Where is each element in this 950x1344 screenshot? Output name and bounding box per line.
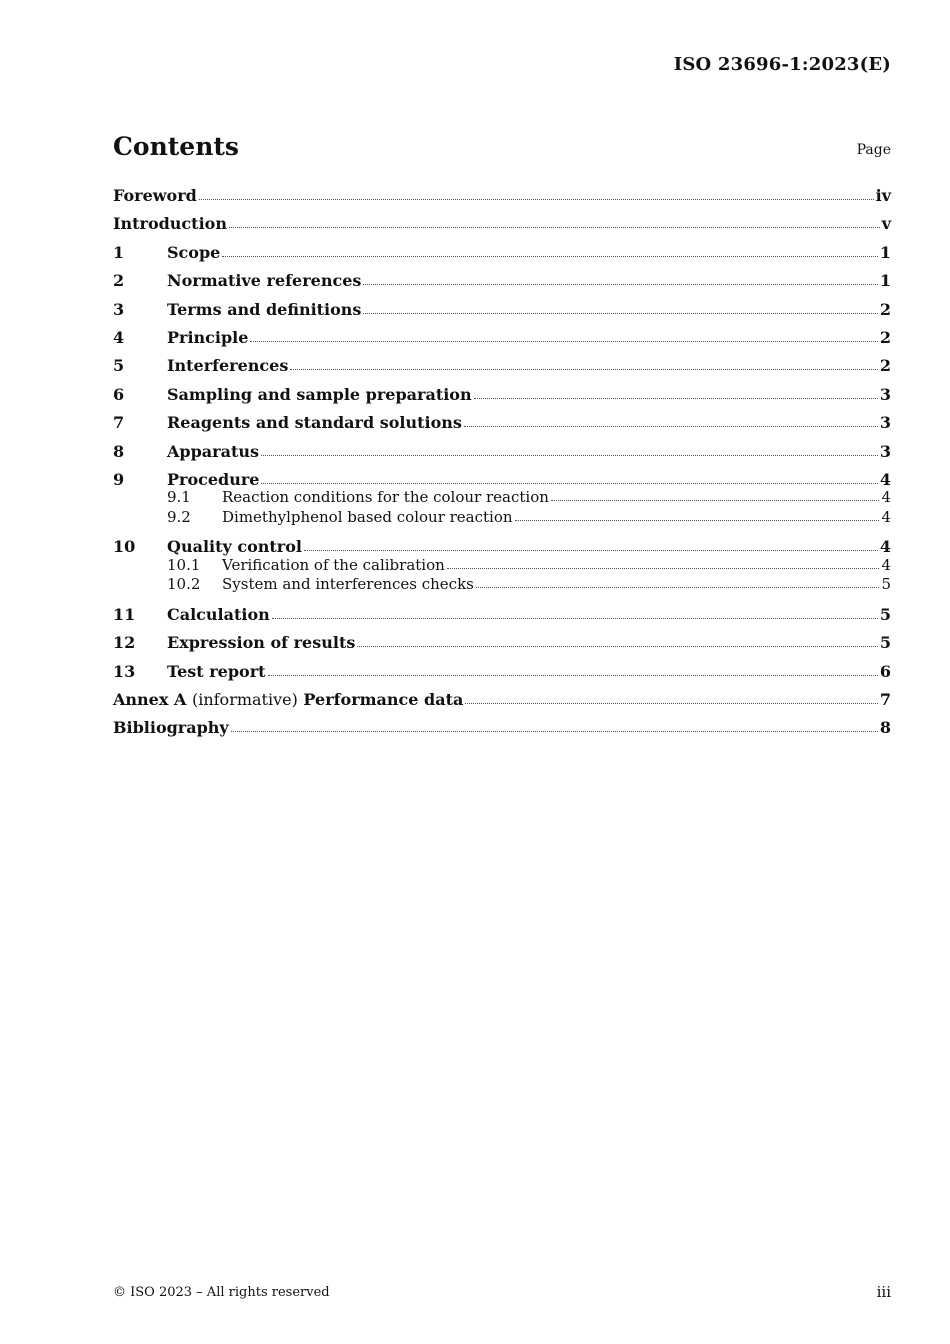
toc-entry-apparatus[interactable]	[113, 441, 891, 469]
toc-entry-page: 6	[879, 661, 891, 681]
toc-entry-title	[113, 689, 463, 711]
dot-leader	[231, 730, 878, 732]
dot-leader	[447, 567, 880, 569]
toc-entry-title: System and interferences checks	[222, 575, 474, 594]
toc-entry-principle[interactable]	[113, 327, 891, 355]
toc-entry-title: Apparatus	[167, 441, 259, 461]
toc-entry-page: 5	[879, 633, 891, 653]
toc-entry-page: 3	[879, 441, 891, 461]
toc-entry-number: 6	[113, 384, 125, 404]
toc-entry-title: Introduction	[113, 214, 227, 234]
toc-entry-test-report[interactable]	[113, 661, 891, 689]
dot-leader	[476, 586, 880, 588]
toc-entry-terms-and-definitions[interactable]	[113, 299, 891, 327]
dot-leader	[261, 482, 877, 484]
dot-leader	[250, 340, 877, 342]
toc-entry-title: Normative references	[167, 271, 362, 291]
document-identifier: ISO 23696-1:2023(E)	[673, 54, 891, 75]
annex-title: Performance data	[303, 690, 464, 710]
dot-leader	[199, 198, 874, 200]
toc-entry-expression-of-results[interactable]	[113, 632, 891, 660]
toc-entry-title: Sampling and sample preparation	[167, 384, 472, 404]
toc-entry-number: 7	[113, 413, 125, 433]
dot-leader	[272, 617, 878, 619]
toc-entry-quality-control[interactable]	[113, 536, 891, 556]
toc-entry-page: 4	[881, 555, 891, 574]
toc-entry-page: 2	[879, 327, 891, 347]
page-number: iii	[876, 1283, 891, 1301]
toc-entry-number: 9	[113, 469, 125, 489]
dot-leader	[222, 255, 878, 257]
dot-leader	[363, 283, 877, 285]
toc-entry-page: 7	[879, 690, 891, 710]
toc-entry-title: Dimethylphenol based colour reaction	[222, 507, 513, 526]
toc-entry-title: Reagents and standard solutions	[167, 413, 462, 433]
toc-entry-page: 3	[879, 384, 891, 404]
toc-entry-title: Verification of the calibration	[222, 555, 445, 574]
toc-entry-page: v	[881, 214, 891, 234]
dot-leader	[551, 499, 880, 501]
toc-entry-page: 2	[879, 356, 891, 376]
toc-entry-normative-references[interactable]	[113, 270, 891, 298]
dot-leader	[261, 454, 878, 456]
dot-leader	[465, 702, 878, 704]
dot-leader	[515, 519, 880, 521]
dot-leader	[363, 312, 877, 314]
toc-entry-page: 3	[879, 413, 891, 433]
toc-subentry-verification[interactable]	[113, 556, 891, 576]
toc-entry-number: 1	[113, 242, 125, 262]
toc-entry-number: 13	[113, 661, 136, 681]
dot-leader	[290, 368, 878, 370]
toc-subentry-dimethylphenol[interactable]	[113, 508, 891, 537]
dot-leader	[268, 674, 878, 676]
toc-entry-introduction[interactable]	[113, 213, 891, 241]
toc-entry-page: 4	[881, 488, 891, 507]
toc-entry-page: 4	[879, 469, 891, 489]
toc-entry-annex-a[interactable]	[113, 689, 891, 717]
toc-entry-number: 12	[113, 633, 136, 653]
toc-entry-title: Reaction conditions for the colour reaction	[222, 488, 549, 507]
toc-entry-title: Interferences	[167, 356, 289, 376]
toc-title: Contents	[113, 132, 240, 161]
dot-leader	[304, 549, 878, 551]
toc-entry-page: iv	[875, 186, 891, 205]
toc-entry-number: 9.2	[167, 507, 191, 526]
toc-entry-scope[interactable]	[113, 242, 891, 270]
toc-entry-number: 10.1	[167, 555, 201, 574]
toc-entry-page: 4	[879, 537, 891, 557]
toc-entry-interferences[interactable]	[113, 355, 891, 383]
toc-entry-number: 8	[113, 441, 125, 461]
toc-entry-title: Test report	[167, 661, 266, 681]
toc-entry-title: Terms and definitions	[167, 299, 362, 319]
toc-entry-calculation[interactable]	[113, 604, 891, 632]
toc-header	[113, 132, 891, 162]
toc-entry-number: 2	[113, 271, 125, 291]
toc-entry-number: 4	[113, 327, 125, 347]
toc-entry-reagents[interactable]	[113, 412, 891, 440]
annex-qualifier: (informative)	[191, 690, 298, 710]
dot-leader	[474, 397, 878, 399]
toc-subentry-system-checks[interactable]	[113, 575, 891, 604]
toc-subentry-reaction-conditions[interactable]	[113, 488, 891, 508]
toc-entry-bibliography[interactable]	[113, 717, 891, 745]
toc-entry-title: Procedure	[167, 469, 260, 489]
toc-entry-number: 5	[113, 356, 125, 376]
toc-entry-page: 2	[879, 299, 891, 319]
toc-entry-number: 11	[113, 604, 136, 624]
toc-entry-title: Foreword	[113, 186, 197, 205]
toc-entry-page: 1	[879, 271, 891, 291]
toc-entry-sampling[interactable]	[113, 384, 891, 412]
dot-leader	[229, 226, 880, 228]
toc-entry-title: Quality control	[167, 537, 302, 557]
toc-entry-page: 8	[879, 718, 891, 738]
annex-label: Annex A	[113, 690, 187, 710]
toc-entry-title: Calculation	[167, 604, 270, 624]
toc-entry-page: 5	[881, 575, 891, 594]
toc-entry-page: 5	[879, 604, 891, 624]
toc-entry-title: Bibliography	[113, 718, 229, 738]
dot-leader	[464, 425, 878, 427]
toc-entry-title: Expression of results	[167, 633, 356, 653]
toc-entry-number: 10.2	[167, 575, 201, 594]
copyright-notice: © ISO 2023 – All rights reserved	[113, 1285, 330, 1300]
toc-entry-number: 3	[113, 299, 125, 319]
toc-page-column-label: Page	[856, 142, 891, 158]
table-of-contents	[113, 185, 891, 746]
toc-entry-number: 9.1	[167, 488, 191, 507]
toc-entry-page: 4	[881, 507, 891, 526]
toc-entry-procedure[interactable]	[113, 469, 891, 489]
toc-entry-page: 1	[879, 242, 891, 262]
dot-leader	[357, 645, 878, 647]
toc-entry-title: Principle	[167, 327, 249, 347]
toc-entry-title: Scope	[167, 242, 221, 262]
toc-entry-foreword[interactable]	[113, 185, 891, 213]
toc-entry-number: 10	[113, 537, 136, 557]
